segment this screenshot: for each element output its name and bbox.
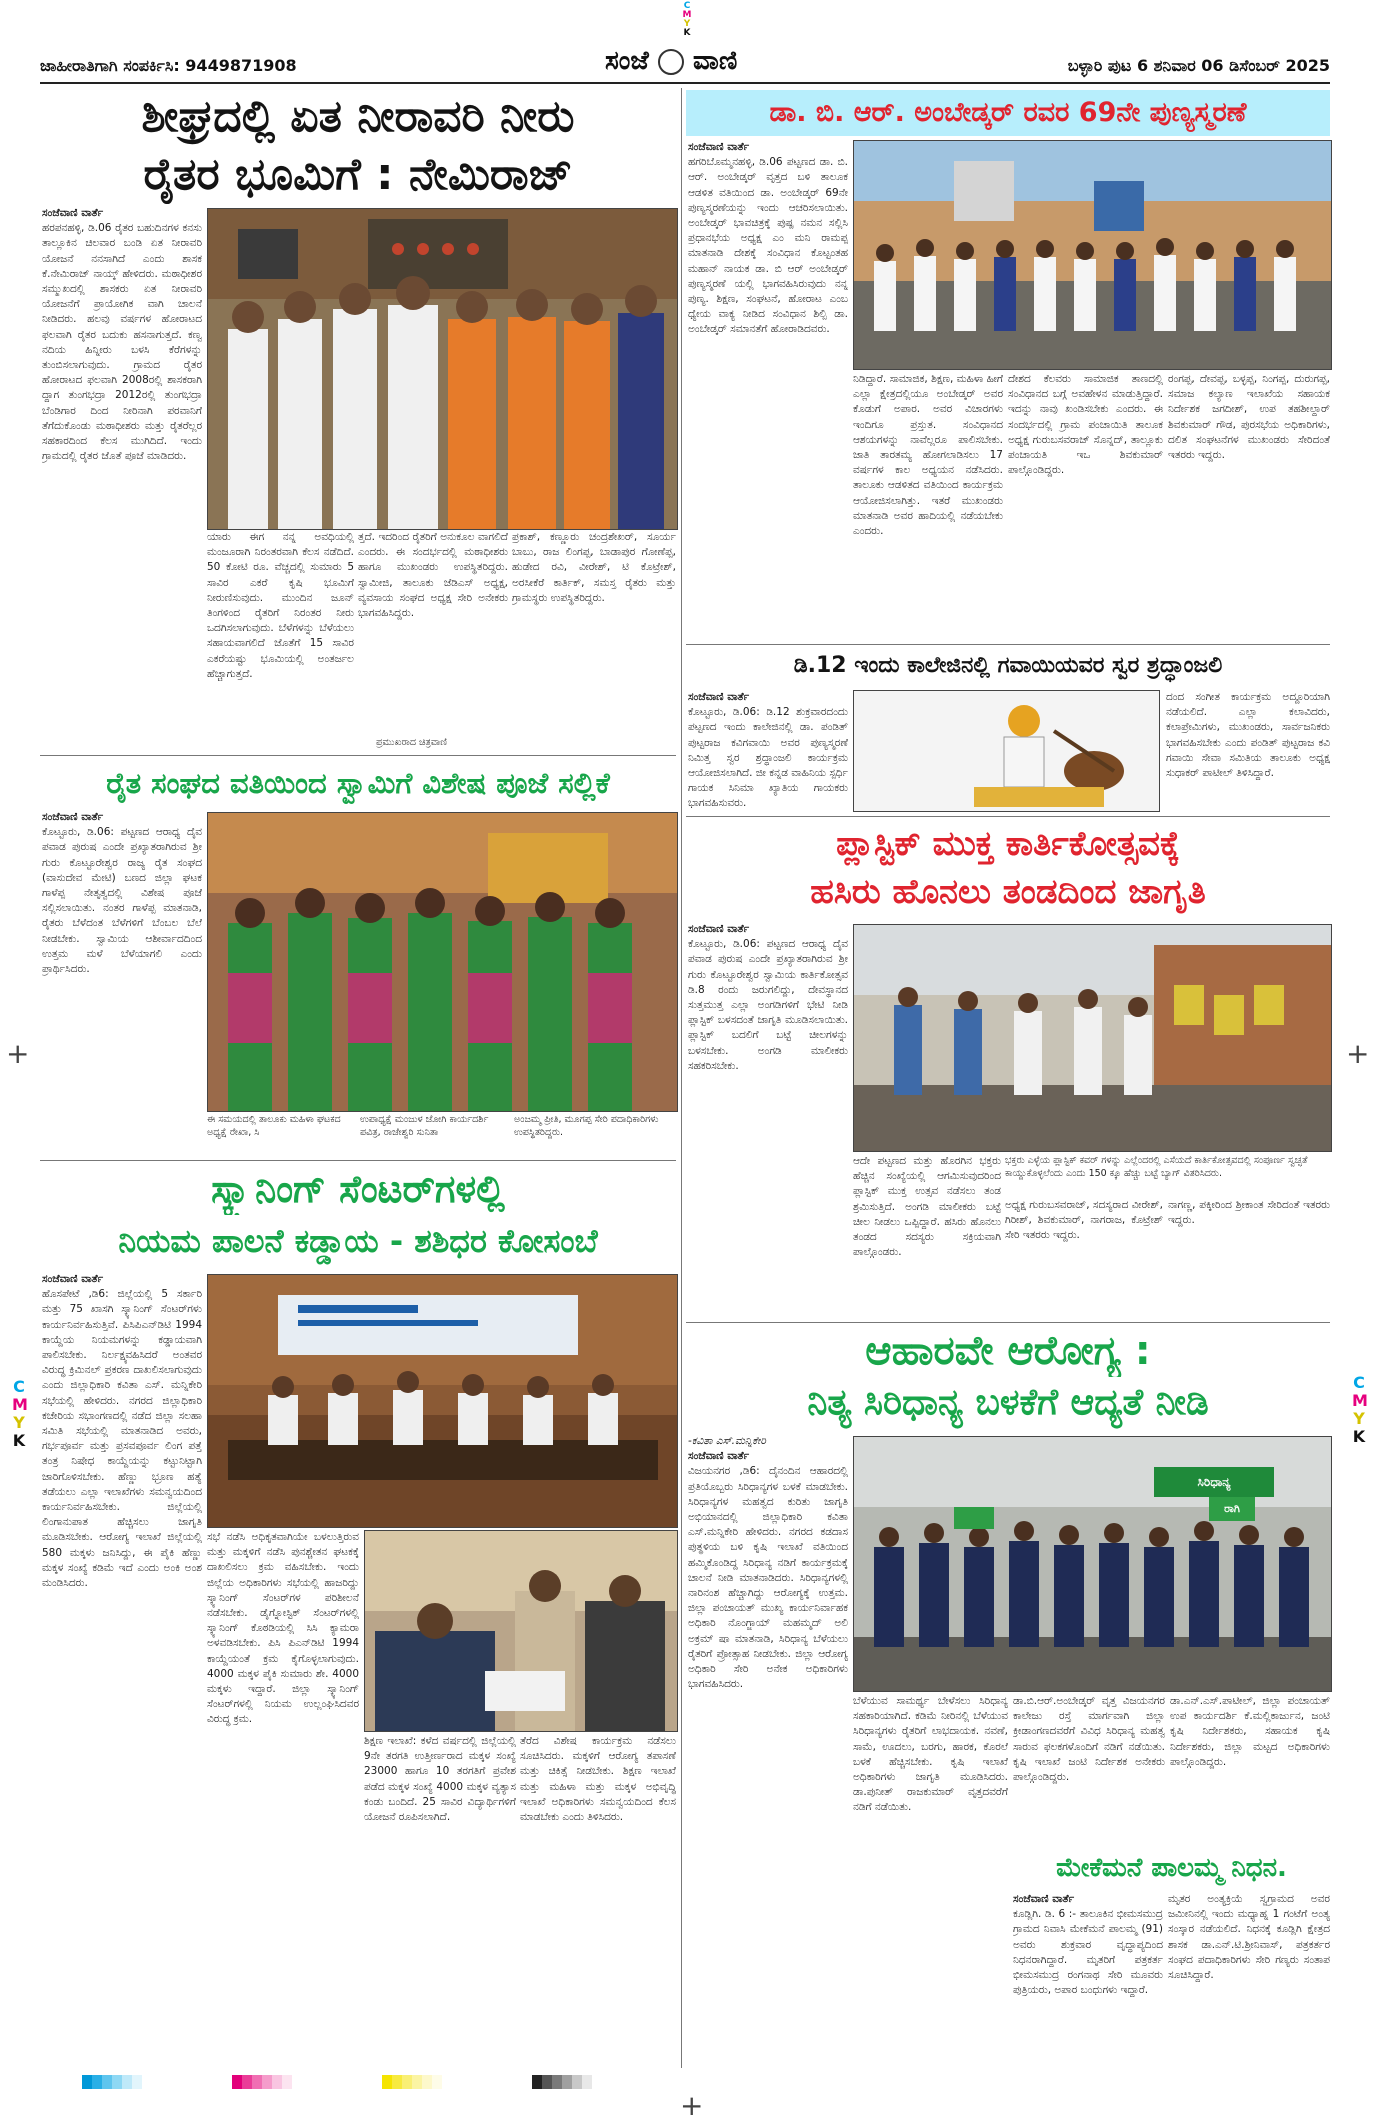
cmyk-m: M xyxy=(682,10,692,20)
story3-col4-text: ತೆರೆದ ವಿಶೇಷ ಕಾರ್ಯಕ್ರಮ ನಡೆಸಲು ಸೂಚಿಸಿದರು. ಮಕ್ಕಳಿಗೆ ಆರೋಗ್ಯ ತಪಾಸಣೆ ಮತ್ತು ಚಿಕಿತ್ಸೆ ನೀಡಬೇಕು. ಶಿಕ್ಷಣ ಇಲಾಖೆ ಮತ್ತು ಮಹಿಳಾ ಮತ್ತು ಮಕ್ಕಳ ಅಭಿವೃದ್ಧಿ ಇಲಾಖೆ ಅಧಿಕಾರಿಗಳು ಸಮನ್ವಯದಿಂದ ಕೆಲಸ ಮಾಡಬೇಕು ಎಂದು ತಿಳಿಸಿದರು. xyxy=(520,1735,676,1824)
story3-photo-inspection-svg xyxy=(365,1531,677,1731)
story7-dateline: ಸಂಜೆವಾಣಿ ವಾರ್ತೆ xyxy=(688,1450,750,1463)
story5-col2 xyxy=(1166,690,1330,810)
story3-col2-text: ಸಭೆ ನಡೆಸಿ ಅಧಿಕೃತವಾಗಿಯೇ ಬಳಲುತ್ತಿರುವ ಮತ್ತು ಮಕ್ಕಳಿಗೆ ನಡೆಸಿ ಪುನಶ್ಚೇತನ ಘಟಕಕ್ಕೆ ದಾಖಲಿಸಲು ಕ್ರಮ ವಹಿಸಬೇಕು. ಇಂದು ಜಿಲ್ಲೆಯ ಅಧಿಕಾರಿಗಳು ಸಭೆಯಲ್ಲಿ ಹಾಜರಿದ್ದು ಸ್ಕ್ಯಾನಿಂಗ್ ಸೆಂಟರ್‌ಗಳ ಪರಿಶೀಲನೆ ನಡೆಸಬೇಕು. ಡೈಗ್ನೋಸ್ಟಿಕ್ ಸೆಂಟರ್‌ಗಳಲ್ಲಿ ಸ್ಕ್ಯಾನಿಂಗ್ ಕೊಠಡಿಯಲ್ಲಿ ಸಿಸಿ ಕ್ಯಾಮರಾ ಅಳವಡಿಸಬೇಕು. ಪಿಸಿ ಪಿಎನ್‌ಡಿಟಿ 1994 ಕಾಯ್ದೆಯಂತೆ ಕ್ರಮ ಕೈಗೊಳ್ಳಲಾಗುವುದು. 4000 ಮಕ್ಕಳ ಪೈಕಿ ಸುಮಾರು ಶೇ. 4000 ಮಕ್ಕಳು ಇದ್ದಾರೆ. ಜಿಲ್ಲಾ ಸ್ಕ್ಯಾನಿಂಗ್ ಸೆಂಟರ್‌ಗಳಲ್ಲಿ ನಿಯಮ ಉಲ್ಲಂಘಿಸಿದವರ ವಿರುದ್ಧ ಕ್ರಮ. xyxy=(207,1531,359,1726)
story6-col3-text: ಅಧ್ಯಕ್ಷ ಗುರುಬಸವರಾಜ್, ಸದಸ್ಯರಾದ ವೀರೇಶ್, ಗಿರೀಶ್, ಶಿವಕುಮಾರ್, ನಾಗರಾಜ, ಕೊಟ್ರೇಶ್ ಸೇರಿ ಇತರರು ಇದ್ದರು. xyxy=(1005,1199,1163,1242)
story2-photo-svg xyxy=(208,813,677,1111)
story2-body: ಕೊಟ್ಟೂರು, ಡಿ.06: ಪಟ್ಟಣದ ಆರಾಧ್ಯ ದೈವ ಪವಾಡ ಪುರುಷ ಎಂದೇ ಪ್ರಖ್ಯಾತರಾಗಿರುವ ಶ್ರೀ ಗುರು ಕೊಟ್ಟೂರೇಶ್ವರ ರಾಜ್ಯ ರೈತ ಸಂಘದ (ವಾಸುದೇವ ಮೇಟಿ) ಬಣದ ಜಿಲ್ಲಾ ಘಟಕ ಗಾಳೆಪ್ಪ ನೇತೃತ್ವದಲ್ಲಿ ವಿಶೇಷ ಪೂಜೆ ಸಲ್ಲಿಸಲಾಯಿತು. ನಂತರ ಗಾಳೆಪ್ಪ ಮಾತನಾಡಿ, ರೈತರು ಬೆಳೆದಂತ ಬೆಳೆಗಳಿಗೆ ಬೆಂಬಲ ಬೆಲೆ ನೀಡಬೇಕು. ಸ್ವಾಮಿಯ ಆಶೀರ್ವಾದದಿಂದ ಉತ್ತಮ ಮಳೆ ಬೆಳೆಯಾಗಲಿ ಎಂದು ಪ್ರಾರ್ಥಿಸಿದರು. xyxy=(42,826,202,976)
story7-byline: -ಕವಿತಾ ಎಸ್.ಮನ್ನಿಕೇರಿ xyxy=(688,1435,766,1447)
story2-photo xyxy=(207,812,678,1112)
cmyk-k: K xyxy=(12,1431,26,1450)
story7-col2 xyxy=(853,1694,1008,2066)
story7-headline-line1: ಆಹಾರವೇ ಆರೋಗ್ಯ : xyxy=(865,1328,1151,1374)
story6-col1-text: ಕೊಟ್ಟೂರು, ಡಿ.06: ಪಟ್ಟಣದ ಆರಾಧ್ಯ ದೈವ ಪವಾಡ ಪುರುಷ ಎಂದೇ ಪ್ರಖ್ಯಾತರಾಗಿರುವ ಶ್ರೀ ಗುರು ಕೊಟ್ಟೂರೇಶ್ವರ ಸ್ವಾಮಿಯ ಕಾರ್ತಿಕೋತ್ಸವ ಡಿ.8 ರಂದು ಜರುಗಲಿದ್ದು, ದೇವಸ್ಥಾನದ ಸುತ್ತಮುತ್ತ ಎಲ್ಲಾ ಅಂಗಡಿಗಳಿಗೆ ಭೇಟಿ ನೀಡಿ ಪ್ಲಾಸ್ಟಿಕ್ ಬಳಸದಂತೆ ಜಾಗೃತಿ ಮೂಡಿಸಲಾಯಿತು. ಪ್ಲಾಸ್ಟಿಕ್ ಬದಲಿಗೆ ಬಟ್ಟೆ ಚೀಲಗಳನ್ನು ಬಳಸಬೇಕು. ಅಂಗಡಿ ಮಾಲೀಕರು ಸಹಕರಿಸಬೇಕು. xyxy=(688,938,848,1072)
yellow-swatches xyxy=(382,2075,442,2089)
story3-photo-meeting xyxy=(207,1274,678,1528)
story7-col3-text: ಡಾ.ಬಿ.ಆರ್.ಅಂಬೇಡ್ಕರ್ ವೃತ್ತ ವಿಜಯನಗರ ಕಾಲೇಜು ರಸ್ತೆ ಮಾರ್ಗವಾಗಿ ಜಿಲ್ಲಾ ಕ್ರೀಡಾಂಗಣದವರೆಗೆ ವಿವಿಧ ಸಿರಿಧಾನ್ಯ ಮಹತ್ವ ಸಾರುವ ಫಲಕಗಳೊಂದಿಗೆ ನಡಿಗೆ ನಡೆಯಿತು. ಕೃಷಿ ಇಲಾಖೆ ಜಂಟಿ ನಿರ್ದೇಶಕ ಅನೇಕರು ಪಾಲ್ಗೊಂಡಿದ್ದರು. xyxy=(1013,1695,1165,1784)
story4-col2 xyxy=(853,372,1003,640)
story4-col1 xyxy=(688,140,848,500)
magenta-swatches xyxy=(232,2075,292,2089)
story4-dateline: ಸಂಜೆವಾಣಿ ವಾರ್ತೆ xyxy=(688,141,750,153)
story5-headline: ಡಿ.12 ಇಂದು ಕಾಲೇಜಿನಲ್ಲಿ ಗವಾಯಿಯವರ ಸ್ವರ ಶ್ರದ್ಧಾಂಜಲಿ xyxy=(793,653,1223,678)
story8-col1 xyxy=(1013,1892,1163,2066)
story3-col2 xyxy=(207,1530,359,2066)
story5-body: ಕೊಟ್ಟೂರು, ಡಿ.06: ಡಿ.12 ಶುಕ್ರವಾರದಂದು ಪಟ್ಟಣದ ಇಂದು ಕಾಲೇಜಿನಲ್ಲಿ ಡಾ. ಪಂಡಿತ್ ಪುಟ್ಟರಾಜ ಕವಿಗವಾಯಿ ಅವರ ಪುಣ್ಯಸ್ಮರಣೆ ನಿಮಿತ್ತ ಸ್ವರ ಶ್ರದ್ಧಾಂಜಲಿ ಕಾರ್ಯಕ್ರಮ ಆಯೋಜಿಸಲಾಗಿದೆ. ಜೀ ಕನ್ನಡ ವಾಹಿನಿಯ ಸ್ಪರ್ಧಿ ಗಾಯಕ ಸಿನಿಮಾ ಖ್ಯಾತಿಯ ಗಾಯಕರು ಭಾಗವಹಿಸುವರು. xyxy=(688,706,848,810)
story4-col4 xyxy=(1168,372,1330,640)
story1-headline-line1: ಶೀಘ್ರದಲ್ಲಿ ಏತ ನೀರಾವರಿ ನೀರು xyxy=(141,91,575,142)
story3-col1-text: ಹೊಸಪೇಟೆ ,ಡಿ6: ಜಿಲ್ಲೆಯಲ್ಲಿ 5 ಸರ್ಕಾರಿ ಮತ್ತು 75 ಖಾಸಗಿ ಸ್ಕ್ಯಾನಿಂಗ್ ಸೆಂಟರ್‌ಗಳು ಕಾರ್ಯನಿರ್ವಹಿಸುತ್ತಿವೆ. ಪಿಸಿಪಿಎನ್‌ಡಿಟಿ 1994 ಕಾಯ್ದೆಯ ನಿಯಮಗಳನ್ನು ಕಡ್ಡಾಯವಾಗಿ ಪಾಲಿಸಬೇಕು. ನಿರ್ಲಕ್ಷ್ಯವಹಿಸಿದರೆ ಅಂತವರ ವಿರುದ್ಧ ಕ್ರಿಮಿನಲ್ ಪ್ರಕರಣ ದಾಖಲಿಸಲಾಗುವುದು ಎಂದು ಜಿಲ್ಲಾಧಿಕಾರಿ ಕವಿತಾ ಎಸ್. ಮನ್ನಿಕೇರಿ ಸಭೆಯಲ್ಲಿ ಹೇಳಿದರು. ನಗರದ ಜಿಲ್ಲಾಧಿಕಾರಿ ಕಚೇರಿಯ ಸಭಾಂಗಣದಲ್ಲಿ ನಡೆದ ಜಿಲ್ಲಾ ಸಲಹಾ ಸಮಿತಿ ಸಭೆಯಲ್ಲಿ ಮಾತನಾಡಿದ ಅವರು, ಗರ್ಭಪೂರ್ವ ಮತ್ತು ಪ್ರಸವಪೂರ್ವ ಲಿಂಗ ಪತ್ತೆ ತಂತ್ರ ನಿಷೇಧ ಕಾಯ್ದೆಯನ್ನು ಕಟ್ಟುನಿಟ್ಟಾಗಿ ಜಾರಿಗೊಳಿಸಬೇಕು. ಹೆಣ್ಣು ಭ್ರೂಣ ಹತ್ಯೆ ತಡೆಯಲು ಎಲ್ಲಾ ಇಲಾಖೆಗಳು ಸಮನ್ವಯದಿಂದ ಕಾರ್ಯನಿರ್ವಹಿಸಬೇಕು. ಜಿಲ್ಲೆಯಲ್ಲಿ ಲಿಂಗಾನುಪಾತ ಹೆಚ್ಚಿಸಲು ಜಾಗೃತಿ ಮೂಡಿಸಬೇಕು. ಆರೋಗ್ಯ ಇಲಾಖೆ ಜಿಲ್ಲೆಯಲ್ಲಿ 580 ಮಕ್ಕಳು ಜನಿಸಿದ್ದು, ಈ ಪೈಕಿ ಹೆಣ್ಣು ಮಕ್ಕಳ ಸಂಖ್ಯೆ ಕಡಿಮೆ ಇದೆ ಎಂದು ಅಂಕಿ ಅಂಶ ಮಂಡಿಸಿದರು. xyxy=(42,1288,202,1590)
cmyk-y: Y xyxy=(1353,1409,1365,1428)
cmyk-c: C xyxy=(1353,1373,1365,1392)
cyan-swatches xyxy=(82,2075,142,2089)
story3-col1 xyxy=(42,1272,202,2067)
story8-headline: ಮೇಕೆಮನೆ ಪಾಲಮ್ಮ ನಿಧನ. xyxy=(1056,1853,1287,1883)
story6-headline-line1: ಪ್ಲಾಸ್ಟಿಕ್ ಮುಕ್ತ ಕಾರ್ತಿಕೋತ್ಸವಕ್ಕೆ xyxy=(836,824,1180,864)
story4-col1-text: ಹಗರಿಬೊಮ್ಮನಹಳ್ಳಿ, ಡಿ.06 ಪಟ್ಟಣದ ಡಾ. ಬಿ. ಆರ್. ಅಂಬೇಡ್ಕರ್ ವೃತ್ತದ ಬಳಿ ತಾಲೂಕ ಆಡಳಿತ ವತಿಯಿಂದ ಡಾ. ಅಂಬೇಡ್ಕರ್ 69ನೇ ಪುಣ್ಯಸ್ಮರಣೆಯನ್ನು ಇಂದು ಆಚರಿಸಲಾಯಿತು. ಅಂಬೇಡ್ಕರ್ ಭಾವಚಿತ್ರಕ್ಕೆ ಪುಷ್ಪ ನಮನ ಸಲ್ಲಿಸಿ ಪ್ರಧಾನಭೆಯ ಅಧ್ಯಕ್ಷ ಎಂ ಮನಿ ರಾಮಪ್ಪ ಮಾತನಾಡಿ ದೇಶಕ್ಕೆ ಸಂವಿಧಾನ ಕೊಟ್ಟಂತಹ ಮಹಾನ್ ನಾಯಕ ಡಾ. ಬಿ ಆರ್ ಅಂಬೇಡ್ಕರ್ ಪುಣ್ಯಸ್ಮರಣೆ ಯಲ್ಲಿ ಭಾಗವಹಿಸಿರುವುದು ನನ್ನ ಪುಣ್ಯ. ಶಿಕ್ಷಣ, ಸಂಘಟನೆ, ಹೋರಾಟ ಎಂಬ ಧ್ಯೇಯ ವಾಕ್ಯ ನೀಡಿದ ಸಂವಿಧಾನ ಶಿಲ್ಪಿ ಡಾ. ಅಂಬೇಡ್ಕರ್ ಸಮಾನತೆಗೆ ಹೋರಾಡಿದವರು. xyxy=(688,156,848,336)
cmyk-m: M xyxy=(1352,1391,1368,1410)
story6-col3 xyxy=(1005,1198,1163,1322)
story6-col2-text: ಆದೇ ಪಟ್ಟಣದ ಮತ್ತು ಹೊರಗಿನ ಭಕ್ತರು ಹೆಚ್ಚಿನ ಸಂಖ್ಯೆಯಲ್ಲಿ ಆಗಮಿಸುವುದರಿಂದ ಪ್ಲಾಸ್ಟಿಕ್ ಮುಕ್ತ ಉತ್ಸವ ನಡೆಸಲು ತಂಡ ಶ್ರಮಿಸುತ್ತಿದೆ. ಅಂಗಡಿ ಮಾಲೀಕರು ಬಟ್ಟೆ ಚೀಲ ನೀಡಲು ಒಪ್ಪಿದ್ದಾರೆ. ಹಸಿರು ಹೊನಲು ತಂಡದ ಸದಸ್ಯರು ಸಕ್ರಿಯವಾಗಿ ಪಾಲ್ಗೊಂಡರು. xyxy=(853,1155,1001,1259)
cmyk-top-marker xyxy=(676,2,698,38)
story3-dateline: ಸಂಜೆವಾಣಿ ವಾರ್ತೆ xyxy=(42,1273,104,1285)
story4-col3 xyxy=(1008,372,1163,640)
story1-col1-text: ಹರಪನಹಳ್ಳಿ, ಡಿ.06 ರೈತರ ಬಹುದಿನಗಳ ಕನಸು ತಾಲ್ಲೂಕಿನ ಚಿಲವಾರ ಬಂಡಿ ಏತ ನೀರಾವರಿ ಯೋಜನೆ ನನಸಾಗಿದೆ ಎಂದು ಶಾಸಕ ಕೆ.ನೇಮಿರಾಜ್ ನಾಯ್ಕ್ ಹೇಳಿದರು. ಮಠಾಧೀಶರ ಸಮ್ಮುಖದಲ್ಲಿ ಶಾಸಕರು ಏತ ನೀರಾವರಿ ಯೋಜನೆಗೆ ಪ್ರಾಯೋಗಿಕ ವಾಗಿ ಚಾಲನೆ ನೀಡಿದರು. ಹಲವು ವರ್ಷಗಳ ಹೋರಾಟದ ಫಲವಾಗಿ ರೈತರ ಬದುಕು ಹಸನಾಗುತ್ತದೆ. ಕಣ್ವ ನದಿಯ ಹಿನ್ನೀರು ಬಳಸಿ ಕೆರೆಗಳನ್ನು ತುಂಬಿಸಲಾಗುವುದು. ಗ್ರಾಮದ ರೈತರ ಹೋರಾಟದ ಫಲವಾಗಿ 2008ರಲ್ಲಿ ಶಾಸಕರಾಗಿ ದ್ದಾಗ ತುಂಗಭದ್ರಾ 2012ರಲ್ಲಿ ತುಂಗಭದ್ರಾ ಬೆಂಡಿಗಾರ ದಿಂದ ನೀರಿನಾಗಿ ಪರವಾನಿಗೆ ತೆಗೆದುಕೊಂಡು ಮಠಾಧೀಶರು ಮತ್ತು ರೈತರೆಲ್ಲರ ಸಹಕಾರದಿಂದ ಕೆಲಸ ಮುಗಿದಿದೆ. ಇಂದು ಗ್ರಾಮದಲ್ಲಿ ರೈತರ ಜೊತೆ ಪೂಜೆ ಮಾಡಿದರು. xyxy=(42,222,202,463)
registration-mark-right: + xyxy=(1346,1037,1370,1070)
main-column-divider xyxy=(681,88,682,2068)
story1-col3-text: ತ್ತದೆ. ಇದರಿಂದ ರೈತರಿಗೆ ಅನುಕೂಲ ವಾಗಲಿದೆ ಎಂದರು. ಈ ಸಂದರ್ಭದಲ್ಲಿ ಮಠಾಧೀಶರು ಹಾಗೂ ಮುಖಂಡರು ಉಪಸ್ಥಿತರಿದ್ದರು. ಸ್ವಾಮೀಜಿ, ತಾಲೂಕು ಜೆಡಿಎಸ್ ಅಧ್ಯಕ್ಷ, ವ್ಯವಸಾಯ ಸಂಘದ ಅಧ್ಯಕ್ಷ ಸೇರಿ ಅನೇಕರು ಭಾಗವಹಿಸಿದ್ದರು. xyxy=(358,531,508,620)
story4-photo xyxy=(853,140,1332,370)
story4-col3-text: ದೇಶದ ಕೆಲವರು ಸಾಮಾಜಿಕ ತಾಣದಲ್ಲಿ ಸಂವಿಧಾನದ ಬಗ್ಗೆ ಅವಹೇಳನ ಮಾಡುತ್ತಿದ್ದಾರೆ. ಇದನ್ನು ನಾವು ಖಂಡಿಸಬೇಕು ಎಂದರು. ಈ ಸಂದರ್ಭದಲ್ಲಿ ಗ್ರಾಮ ಪಂಚಾಯಿತಿ ತಾಲೂಕ ಅಧ್ಯಕ್ಷ ಗುರುಬಸವರಾಜ್ ಸೊನ್ನದ್, ತಾಲ್ಲೂಕು ಪಂಚಾಯತಿ ಇಒ ಶಿವಕುಮಾರ್ ಪಾಲ್ಗೊಂಡಿದ್ದರು. xyxy=(1008,373,1163,477)
story7-col2-text: ಬೆಳೆಯುವ ಸಾಮರ್ಥ್ಯ ಬೇಳೆಸಲು ಸಿರಿಧಾನ್ಯ ಸಹಕಾರಿಯಾಗಿದೆ. ಕಡಿಮೆ ನೀರಿನಲ್ಲಿ ಬೆಳೆಯುವ ಸಿರಿಧಾನ್ಯಗಳು ರೈತರಿಗೆ ಲಾಭದಾಯಕ. ನವಣೆ, ಸಾಮೆ, ಊದಲು, ಬರಗು, ಹಾರಕ, ಕೊರಲೆ ಬಳಕೆ ಹೆಚ್ಚಿಸಬೇಕು. ಕೃಷಿ ಇಲಾಖೆ ಅಧಿಕಾರಿಗಳು ಜಾಗೃತಿ ಮೂಡಿಸಿದರು. ಡಾ.ಪುನೀತ್ ರಾಜಕುಮಾರ್ ವೃತ್ತದವರೆಗೆ ನಡಿಗೆ ನಡೆಯಿತು. xyxy=(853,1695,1008,1814)
story8-col1-text: ಕೂಡ್ಲಿಗಿ. ಡಿ. 6 :- ತಾಲೂಕಿನ ಭೀಮಸಮುದ್ರ ಗ್ರಾಮದ ನಿವಾಸಿ ಮೇಕೆಮನೆ ಪಾಲಮ್ಮ (91) ಅವರು ಶುಕ್ರವಾರ ವೃದ್ಧಾಪ್ಯದಿಂದ ನಿಧನರಾಗಿದ್ದಾರೆ. ಮೃತರಿಗೆ ಪತ್ರಕರ್ತ ಭೀಮಸಮುದ್ರ ರಂಗನಾಥ ಸೇರಿ ಮೂವರು ಪುತ್ರಿಯರು, ಅಪಾರ ಬಂಧುಗಳು ಇದ್ದಾರೆ. xyxy=(1013,1908,1163,1997)
story1-col2 xyxy=(207,530,354,752)
story3-col4 xyxy=(520,1734,676,2066)
registration-mark-bottom: + xyxy=(680,2089,704,2122)
story2-caption2: ಉಪಾಧ್ಯಕ್ಷೆ ಮಂಜುಳ ಜೋಗಿ ಕಾರ್ಯದರ್ಶಿ ಪವಿತ್ರ, ರಾಜೇಶ್ವರಿ ಸುನಿತಾ xyxy=(360,1114,489,1138)
story2-headline: ರೈತ ಸಂಘದ ವತಿಯಿಂದ ಸ್ವಾಮಿಗೆ ವಿಶೇಷ ಪೂಜೆ ಸಲ್ಲಿಕೆ xyxy=(106,766,610,800)
cmyk-m: M xyxy=(12,1395,28,1414)
story2-caption1: ಈ ಸಮಯದಲ್ಲಿ ತಾಲೂಕು ಮಹಿಳಾ ಘಟಕದ ಅಧ್ಯಕ್ಷೆ ರೇಖಾ, ಸಿ xyxy=(207,1114,341,1138)
story2-dateline: ಸಂಜೆವಾಣಿ ವಾರ್ತೆ xyxy=(42,811,104,823)
cmyk-right-marker xyxy=(1352,1374,1366,1446)
story1-photo xyxy=(207,208,678,530)
story2-col1 xyxy=(42,810,202,1168)
story1-col1 xyxy=(42,206,202,752)
story7-col4-text: ಡಾ.ಎನ್.ಎಸ್.ಪಾಟೀಲ್, ಜಿಲ್ಲಾ ಪಂಚಾಯತ್ ಉಪ ಕಾರ್ಯದರ್ಶಿ ಕೆ.ಮಲ್ಲಿಕಾರ್ಜುನ, ಜಂಟಿ ಕೃಷಿ ನಿರ್ದೇಶಕರು, ಸಹಾಯಕ ಕೃಷಿ ನಿರ್ದೇಶಕರು, ಜಿಲ್ಲಾ ಮಟ್ಟದ ಅಧಿಕಾರಿಗಳು ಪಾಲ್ಗೊಂಡಿದ್ದರು. xyxy=(1170,1695,1330,1768)
story6-col1 xyxy=(688,922,848,1172)
cmyk-k: K xyxy=(683,28,691,38)
story6-headline-line2: ಹಸಿರು ಹೊನಲು ತಂಡದಿಂದ ಜಾಗೃತಿ xyxy=(810,872,1206,912)
dateline: ಬಳ್ಳಾರಿ ಪುಟ 6 ಶನಿವಾರ 06 ಡಿಸೆಂಬರ್ 2025 xyxy=(1067,56,1330,75)
story4-col2-text: ನಿಡಿದ್ದಾರೆ. ಸಾಮಾಜಿಕ, ಶಿಕ್ಷಣ, ಮಹಿಳಾ ಹೀಗೆ ಎಲ್ಲಾ ಕ್ಷೇತ್ರದಲ್ಲಿಯೂ ಅಂಬೇಡ್ಕರ್ ಅವರ ಕೊಡುಗೆ ಅಪಾರ. ಅವರ ವಿಚಾರಗಳು ಇಂದಿಗೂ ಪ್ರಸ್ತುತ. ಸಂವಿಧಾನದ ಆಶಯಗಳನ್ನು ನಾವೆಲ್ಲರೂ ಪಾಲಿಸಬೇಕು. ಜಾತಿ ತಾರತಮ್ಯ ಹೋಗಲಾಡಿಸಲು 17 ವರ್ಷಗಳ ಕಾಲ ಅಧ್ಯಯನ ನಡೆಸಿದರು. ತಾಲೂಕು ಆಡಳಿತದ ವತಿಯಿಂದ ಕಾರ್ಯಕ್ರಮ ಆಯೋಜಿಸಲಾಗಿತ್ತು. ಇತರೆ ಮುಖಂಡರು ಮಾತನಾಡಿ ಅವರ ಹಾದಿಯಲ್ಲಿ ನಡೆಯಬೇಕು ಎಂದರು. xyxy=(853,373,1003,538)
rule-story4-end xyxy=(686,644,1330,645)
story7-photo xyxy=(853,1436,1332,1692)
story3-photo-meeting-svg xyxy=(208,1275,677,1527)
cmyk-y: Y xyxy=(683,19,691,29)
story6-col4-text: ನಾಗಣ್ಣ, ಪಕ್ಕೀರಿಂದ ಶ್ರೀಕಾಂತ ಸೇರಿದಂತೆ ಇತರರು ಇದ್ದರು. xyxy=(1168,1199,1330,1227)
story1-dateline: ಸಂಜೆವಾಣಿ ವಾರ್ತೆ xyxy=(42,207,104,219)
story6-photo-svg xyxy=(854,925,1331,1151)
cmyk-c: C xyxy=(683,1,691,11)
story8-col2-text: ಮೃತರ ಅಂತ್ಯಕ್ರಿಯೆ ಸ್ವಗ್ರಾಮದ ಅವರ ಜಮೀನಿನಲ್ಲಿ ಇಂದು ಮಧ್ಯಾಹ್ನ 1 ಗಂಟೆಗೆ ಅಂತ್ಯ ಸಂಸ್ಕಾರ ನಡೆಯಲಿದೆ. ನಿಧನಕ್ಕೆ ಕೂಡ್ಲಿಗಿ ಕ್ಷೇತ್ರದ ಶಾಸಕ ಡಾ.ಎನ್.ಟಿ.ಶ್ರೀನಿವಾಸ್, ಪತ್ರಕರ್ತರ ಸಂಘದ ಪದಾಧಿಕಾರಿಗಳು ಸೇರಿ ಗಣ್ಯರು ಸಂತಾಪ ಸೂಚಿಸಿದ್ದಾರೆ. xyxy=(1168,1893,1330,1982)
rule-story1-end xyxy=(40,755,676,756)
story7-col1-text: ವಿಜಯನಗರ ,ಡಿ6: ದೈನಂದಿನ ಆಹಾರದಲ್ಲಿ ಪ್ರತಿಯೊಬ್ಬರು ಸಿರಿಧಾನ್ಯಗಳ ಬಳಕೆ ಮಾಡಬೇಕು. ಸಿರಿಧಾನ್ಯಗಳ ಮಹತ್ವದ ಕುರಿತು ಜಾಗೃತಿ ಅಭಿಯಾನದಲ್ಲಿ ಜಿಲ್ಲಾಧಿಕಾರಿ ಕವಿತಾ ಎಸ್.ಮನ್ನಿಕೇರಿ ಹೇಳಿದರು. ನಗರದ ಕಡದಾಸ ಪುತ್ಥಳಿಯ ಬಳಿ ಕೃಷಿ ಇಲಾಖೆ ವತಿಯಿಂದ ಹಮ್ಮಿಕೊಂಡಿದ್ದ ಸಿರಿಧಾನ್ಯ ನಡಿಗೆ ಕಾರ್ಯಕ್ರಮಕ್ಕೆ ಚಾಲನೆ ನೀಡಿ ಮಾತನಾಡಿದರು. ಸಿರಿಧಾನ್ಯಗಳಲ್ಲಿ ನಾರಿನಂಶ ಹೆಚ್ಚಾಗಿದ್ದು ಆರೋಗ್ಯಕ್ಕೆ ಉತ್ತಮ. ಜಿಲ್ಲಾ ಪಂಚಾಯತ್ ಮುಖ್ಯ ಕಾರ್ಯನಿರ್ವಾಹಕ ಅಧಿಕಾರಿ ನೊಂಗ್ಜಾಯ್ ಮಹಮ್ಮದ್ ಅಲಿ ಅಕ್ರಮ್ ಷಾ ಮಾತನಾಡಿ, ಸಿರಿಧಾನ್ಯ ಬೆಳೆಯಲು ರೈತರಿಗೆ ಪ್ರೋತ್ಸಾಹ ನೀಡಬೇಕು. ಜಿಲ್ಲಾ ಆರೋಗ್ಯ ಅಧಿಕಾರಿ ಸೇರಿ ಅನೇಕ ಅಧಿಕಾರಿಗಳು ಭಾಗವಹಿಸಿದರು. xyxy=(688,1465,848,1691)
story2-caption3: ಅಂಜಮ್ಮ ಪ್ರೀತಿ, ಮೂಗಪ್ಪ ಸೇರಿ ಪದಾಧಿಕಾರಿಗಳು ಉಪಸ್ಥಿತರಿದ್ದರು. xyxy=(514,1114,659,1138)
story5-photo xyxy=(853,690,1160,812)
story4-col4-text: ರಂಗಪ್ಪ, ದೇವಪ್ಪ, ಬಳ್ಳಪ್ಪ, ನಿಂಗಪ್ಪ, ದುರುಗಪ್ಪ, ಸಮಾಜ ಕಲ್ಯಾಣ ಇಲಾಖೆಯ ಸಹಾಯಕ ನಿರ್ದೇಶಕ ಜಗದೀಶ್, ಉಪ ತಹಶೀಲ್ದಾರ್ ಶಿವಕುಮಾರ್ ಗೌಡ, ಪುರಸಭೆಯ ಅಧಿಕಾರಿಗಳು, ದಲಿತ ಸಂಘಟನೆಗಳ ಮುಖಂಡರು ಸೇರಿದಂತೆ ಇತರರು ಇದ್ದರು. xyxy=(1168,373,1330,462)
story6-photo xyxy=(853,924,1332,1152)
story1-col4 xyxy=(512,530,676,750)
black-swatches xyxy=(532,2075,592,2089)
story8-col2 xyxy=(1168,1892,1330,2066)
photo-banner-2: ರಾಗಿ xyxy=(1224,1502,1240,1515)
story5-body2: ದಂದ ಸಂಗೀತ ಕಾರ್ಯಕ್ರಮ ಅದ್ದೂರಿಯಾಗಿ ನಡೆಯಲಿದೆ. ಎಲ್ಲಾ ಕಲಾವಿದರು, ಕಲಾಪ್ರೇಮಿಗಳು, ಮುಖಂಡರು, ಸಾರ್ವಜನಿಕರು ಭಾಗವಹಿಸಬೇಕು ಎಂದು ಪಂಡಿತ್ ಪುಟ್ಟರಾಜ ಕವಿ ಗವಾಯಿ ಸೇವಾ ಸಮಿತಿಯ ತಾಲೂಕು ಅಧ್ಯಕ್ಷ ಸುಧಾಕರ್ ಪಾಟೀಲ್ ತಿಳಿಸಿದ್ದಾರೆ. xyxy=(1166,691,1330,780)
story6-col2 xyxy=(853,1154,1001,1322)
story7-col4 xyxy=(1170,1694,1330,1844)
story7-headline-line2: ನಿತ್ಯ ಸಿರಿಧಾನ್ಯ ಬಳಕೆಗೆ ಆದ್ಯತೆ ನೀಡಿ xyxy=(807,1382,1209,1423)
registration-mark-left: + xyxy=(6,1037,30,1070)
rule-story6-end xyxy=(686,1322,1330,1323)
rule-story2-end xyxy=(40,1160,676,1161)
story1-col3 xyxy=(358,530,508,730)
rule-story5-end xyxy=(686,816,1330,817)
color-calibration-strip xyxy=(82,2075,622,2089)
masthead-logo-icon xyxy=(658,49,684,75)
story3-headline-line2: ನಿಯಮ ಪಾಲನೆ ಕಡ್ಡಾಯ - ಶಶಿಧರ ಕೋಸಂಬೆ xyxy=(118,1222,598,1260)
masthead xyxy=(605,46,737,77)
ads-contact: ಜಾಹೀರಾತಿಗಾಗಿ ಸಂಪರ್ಕಿಸಿ: 9449871908 xyxy=(40,56,297,75)
cmyk-y: Y xyxy=(13,1413,25,1432)
story1-col2-text: ಯಾರು ಈಗ ನನ್ನ ಅವಧಿಯಲ್ಲಿ ಮಂಜೂರಾಗಿ ನಿರಂತರವಾಗಿ ಕೆಲಸ ನಡೆದಿದೆ. 50 ಕೋಟಿ ರೂ. ವೆಚ್ಚದಲ್ಲಿ ಸುಮಾರು 5 ಸಾವಿರ ಎಕರೆ ಕೃಷಿ ಭೂಮಿಗೆ ನೀರುಣಿಸುವುದು. ಮುಂದಿನ ಜೂನ್ ತಿಂಗಳಿಂದ ರೈತರಿಗೆ ನಿರಂತರ ನೀರು ಒದಗಿಸಲಾಗುವುದು. ಬೆಳೆಗಳನ್ನು ಬೆಳೆಯಲು ಸಹಾಯವಾಗಲಿದೆ ಜೊತೆಗೆ 15 ಸಾವಿರ ಎಕರೆಯಷ್ಟು ಭೂಮಿಯಲ್ಲಿ ಅಂತರ್ಜಲ ಹೆಚ್ಚಾಗುತ್ತದೆ. xyxy=(207,531,354,680)
story3-col3-text: ಶಿಕ್ಷಣ ಇಲಾಖೆ: ಕಳೆದ ವರ್ಷದಲ್ಲಿ ಜಿಲ್ಲೆಯಲ್ಲಿ 9ನೇ ತರಗತಿ ಉತ್ತೀರ್ಣರಾದ ಮಕ್ಕಳ ಸಂಖ್ಯೆ 23000 ಹಾಗೂ 10 ತರಗತಿಗೆ ಪ್ರವೇಶ ಪಡೆದ ಮಕ್ಕಳ ಸಂಖ್ಯೆ 4000 ಮಕ್ಕಳ ವ್ಯತ್ಯಾಸ ಕಂಡು ಬಂದಿದೆ. 25 ಸಾವಿರ ವಿದ್ಯಾರ್ಥಿಗಳಿಗೆ ಯೋಜನೆ ರೂಪಿಸಲಾಗಿದೆ. xyxy=(364,1735,516,1824)
cmyk-left-marker xyxy=(12,1378,26,1450)
story7-col3 xyxy=(1013,1694,1165,1844)
story1-col4-text: ಪ್ರಕಾಶ್, ಕಣ್ಣೂರು ಚಂದ್ರಶೇಖರ್, ಸೂರ್ಯ ಬಾಬು, ರಾಜ ಲಿಂಗಪ್ಪ, ಬಾಡಾಪುರ ಗೋಣೆಪ್ಪ, ಹುಡೇದ ರವಿ, ವೀರೇಶ್, ಟಿ ಕೊಟ್ರೇಶ್, ಅರಸೀಕೆರೆ ಕಾರ್ತಿಕ್, ಸಮಸ್ತ ರೈತರು ಮತ್ತು ಗ್ರಾಮಸ್ಥರು ಉಪಸ್ಥಿತರಿದ್ದರು. xyxy=(512,531,676,604)
story5-col1 xyxy=(688,690,848,810)
cmyk-k: K xyxy=(1352,1427,1366,1446)
story1-caption: ಪ್ರಮುಖರಾದ ಚಿತ್ರವಾಣಿ xyxy=(376,737,448,748)
header-rule xyxy=(40,82,1330,84)
story8-dateline: ಸಂಜೆವಾಣಿ ವಾರ್ತೆ xyxy=(1013,1893,1075,1905)
page-header xyxy=(40,46,1330,90)
photo-banner-1: ಸಿರಿಧಾನ್ಯ xyxy=(1197,1475,1231,1489)
story7-col1 xyxy=(688,1434,848,2066)
cmyk-c: C xyxy=(13,1377,25,1396)
story3-photo-inspection xyxy=(364,1530,678,1732)
story3-col3 xyxy=(364,1734,516,2066)
story1-photo-svg xyxy=(208,209,677,529)
story6-caption: ಭಕ್ತರು ಎಳ್ಳೆಯ ಪ್ಲಾಸ್ಟಿಕ್ ಕವರ್ ಗಳನ್ನು ಎಲ್ಲೆಂದರಲ್ಲಿ ಎಸೆಯದೆ ಕಾರ್ತಿಕೋತ್ಸವದಲ್ಲಿ ಸಂಪೂರ್ಣ ಸ್ವಚ್ಛತೆ ಕಾಯ್ದುಕೊಳ್ಳಲೆಂದು ಎಂದು 150 ಕ್ಕೂ ಹೆಚ್ಚು ಬಟ್ಟೆ ಬ್ಯಾಗ್ ವಿತರಿಸಿದರು. xyxy=(1005,1155,1308,1179)
masthead-right: ವಾಣಿ xyxy=(692,46,738,76)
story3-headline-line1: ಸ್ಕ್ಯಾನಿಂಗ್ ಸೆಂಟರ್‌ಗಳಲ್ಲಿ xyxy=(211,1167,505,1211)
story6-dateline: ಸಂಜೆವಾಣಿ ವಾರ್ತೆ xyxy=(688,923,750,935)
story4-headline: ಡಾ. ಬಿ. ಆರ್. ಅಂಬೇಡ್ಕರ್ ರವರ 69ನೇ ಪುಣ್ಯಸ್ಮರಣೆ xyxy=(686,90,1330,136)
story5-photo-svg xyxy=(854,691,1159,811)
story4-photo-svg xyxy=(854,141,1331,369)
masthead-left: ಸಂಜೆ xyxy=(605,46,649,76)
story5-dateline: ಸಂಜೆವಾಣಿ ವಾರ್ತೆ xyxy=(688,691,750,703)
story1-headline-line2: ರೈತರ ಭೂಮಿಗೆ : ನೇಮಿರಾಜ್ xyxy=(143,149,573,200)
story6-col4 xyxy=(1168,1198,1330,1322)
